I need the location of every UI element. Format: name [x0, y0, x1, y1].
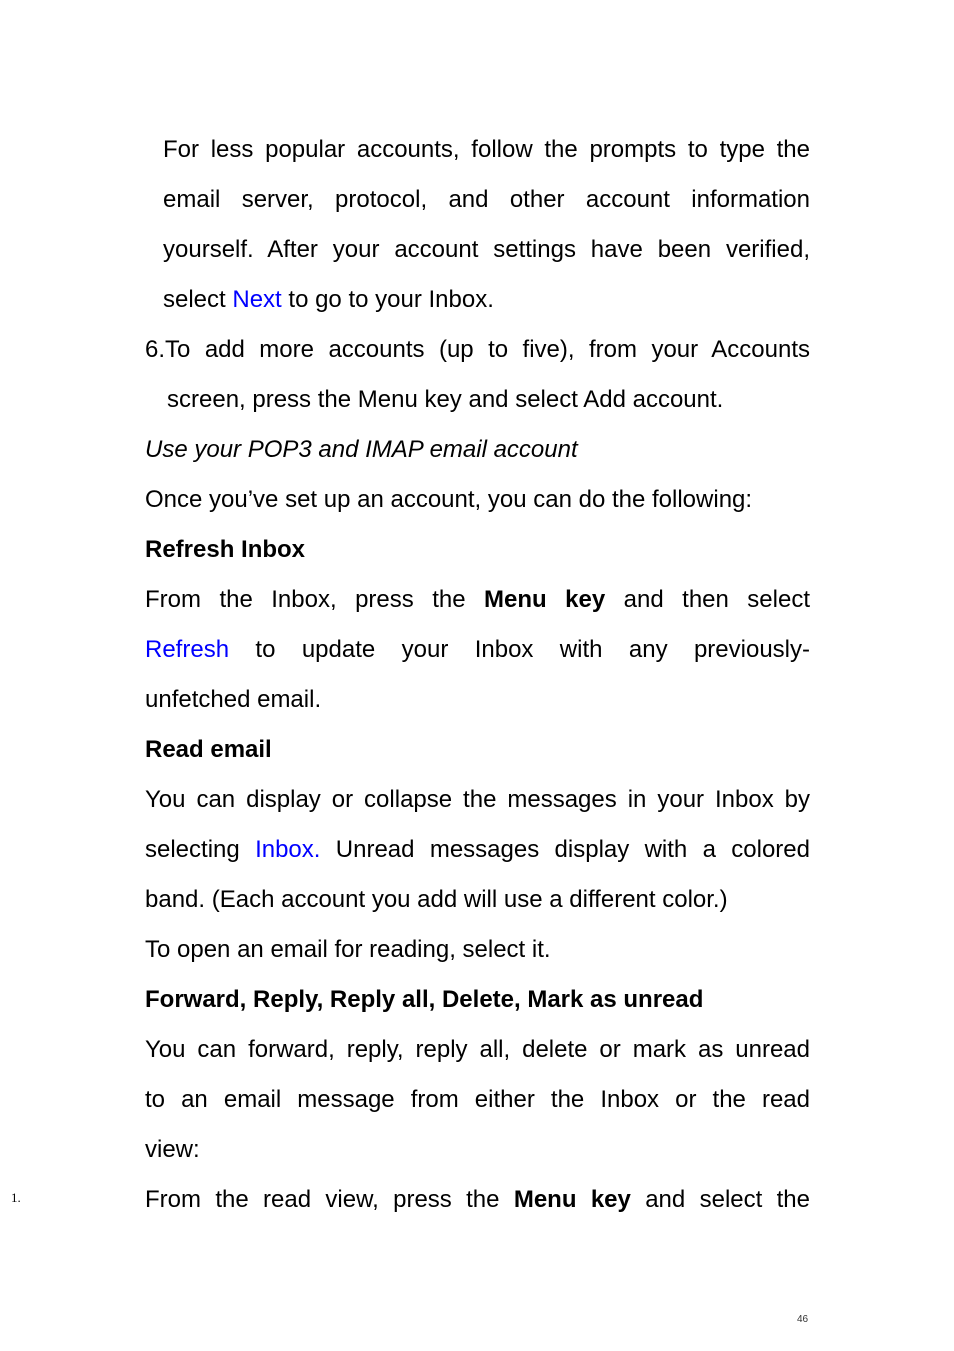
text: to an email message from either the Inbox or the read	[145, 1086, 810, 1113]
text: to go to your Inbox.	[281, 286, 494, 313]
forward-reply-line	[145, 1035, 810, 1065]
read-email-heading: Read email	[145, 736, 272, 763]
text: From the Inbox, press the	[145, 586, 485, 613]
text: 6.To add more accounts (up to five), from your Accounts	[145, 336, 810, 363]
text: screen, press the Menu key and select Add account.	[167, 386, 724, 413]
section-heading: Use your POP3 and IMAP email account	[145, 436, 578, 463]
refresh-line: unfetched email.	[145, 686, 322, 713]
menu-key-label: Menu key	[484, 586, 606, 613]
menu-key-label: Menu key	[513, 1186, 631, 1213]
refresh-line	[145, 635, 810, 665]
forward-reply-line	[145, 1085, 810, 1115]
paragraph-line	[163, 235, 810, 265]
intro-text: Once you’ve set up an account, you can do the following:	[145, 486, 753, 513]
step-6-line	[145, 335, 810, 365]
refresh-inbox-heading: Refresh Inbox	[145, 536, 306, 563]
step-6-line	[167, 385, 723, 415]
read-email-line	[145, 785, 810, 815]
text: yourself. After your account settings have been verified,	[163, 236, 810, 263]
text: selecting	[145, 836, 256, 863]
text: select	[163, 286, 233, 313]
refresh-link[interactable]: Refresh	[145, 636, 230, 663]
page-number: 46	[797, 1314, 809, 1325]
text: and select the	[630, 1186, 810, 1213]
text: For less popular accounts, follow the prompts to type the	[163, 136, 810, 163]
inbox-link[interactable]: Inbox.	[255, 836, 321, 863]
paragraph-line	[163, 135, 810, 165]
paragraph-line	[163, 285, 494, 315]
next-link[interactable]: Next	[232, 286, 282, 313]
text: email server, protocol, and other account information	[163, 186, 810, 213]
forward-reply-heading: Forward, Reply, Reply all, Delete, Mark as unread	[145, 986, 704, 1013]
text: You can forward, reply, reply all, delete or mark as unread	[145, 1036, 810, 1063]
text: You can display or collapse the messages in your Inbox by	[145, 786, 810, 813]
read-email-line	[145, 835, 810, 865]
list-marker: 1.	[11, 1190, 21, 1205]
text: and then select	[605, 586, 811, 613]
forward-reply-line	[145, 1185, 810, 1215]
refresh-line	[145, 585, 810, 615]
text: Unread messages display with a colored	[320, 836, 810, 863]
paragraph-line	[163, 185, 810, 215]
read-email-line: band. (Each account you add will use a different color.)	[145, 886, 728, 913]
text: to update your Inbox with any previously-	[229, 636, 810, 663]
read-email-line: To open an email for reading, select it.	[145, 936, 551, 963]
text: From the read view, press the	[145, 1186, 514, 1213]
forward-reply-line: view:	[145, 1136, 200, 1163]
